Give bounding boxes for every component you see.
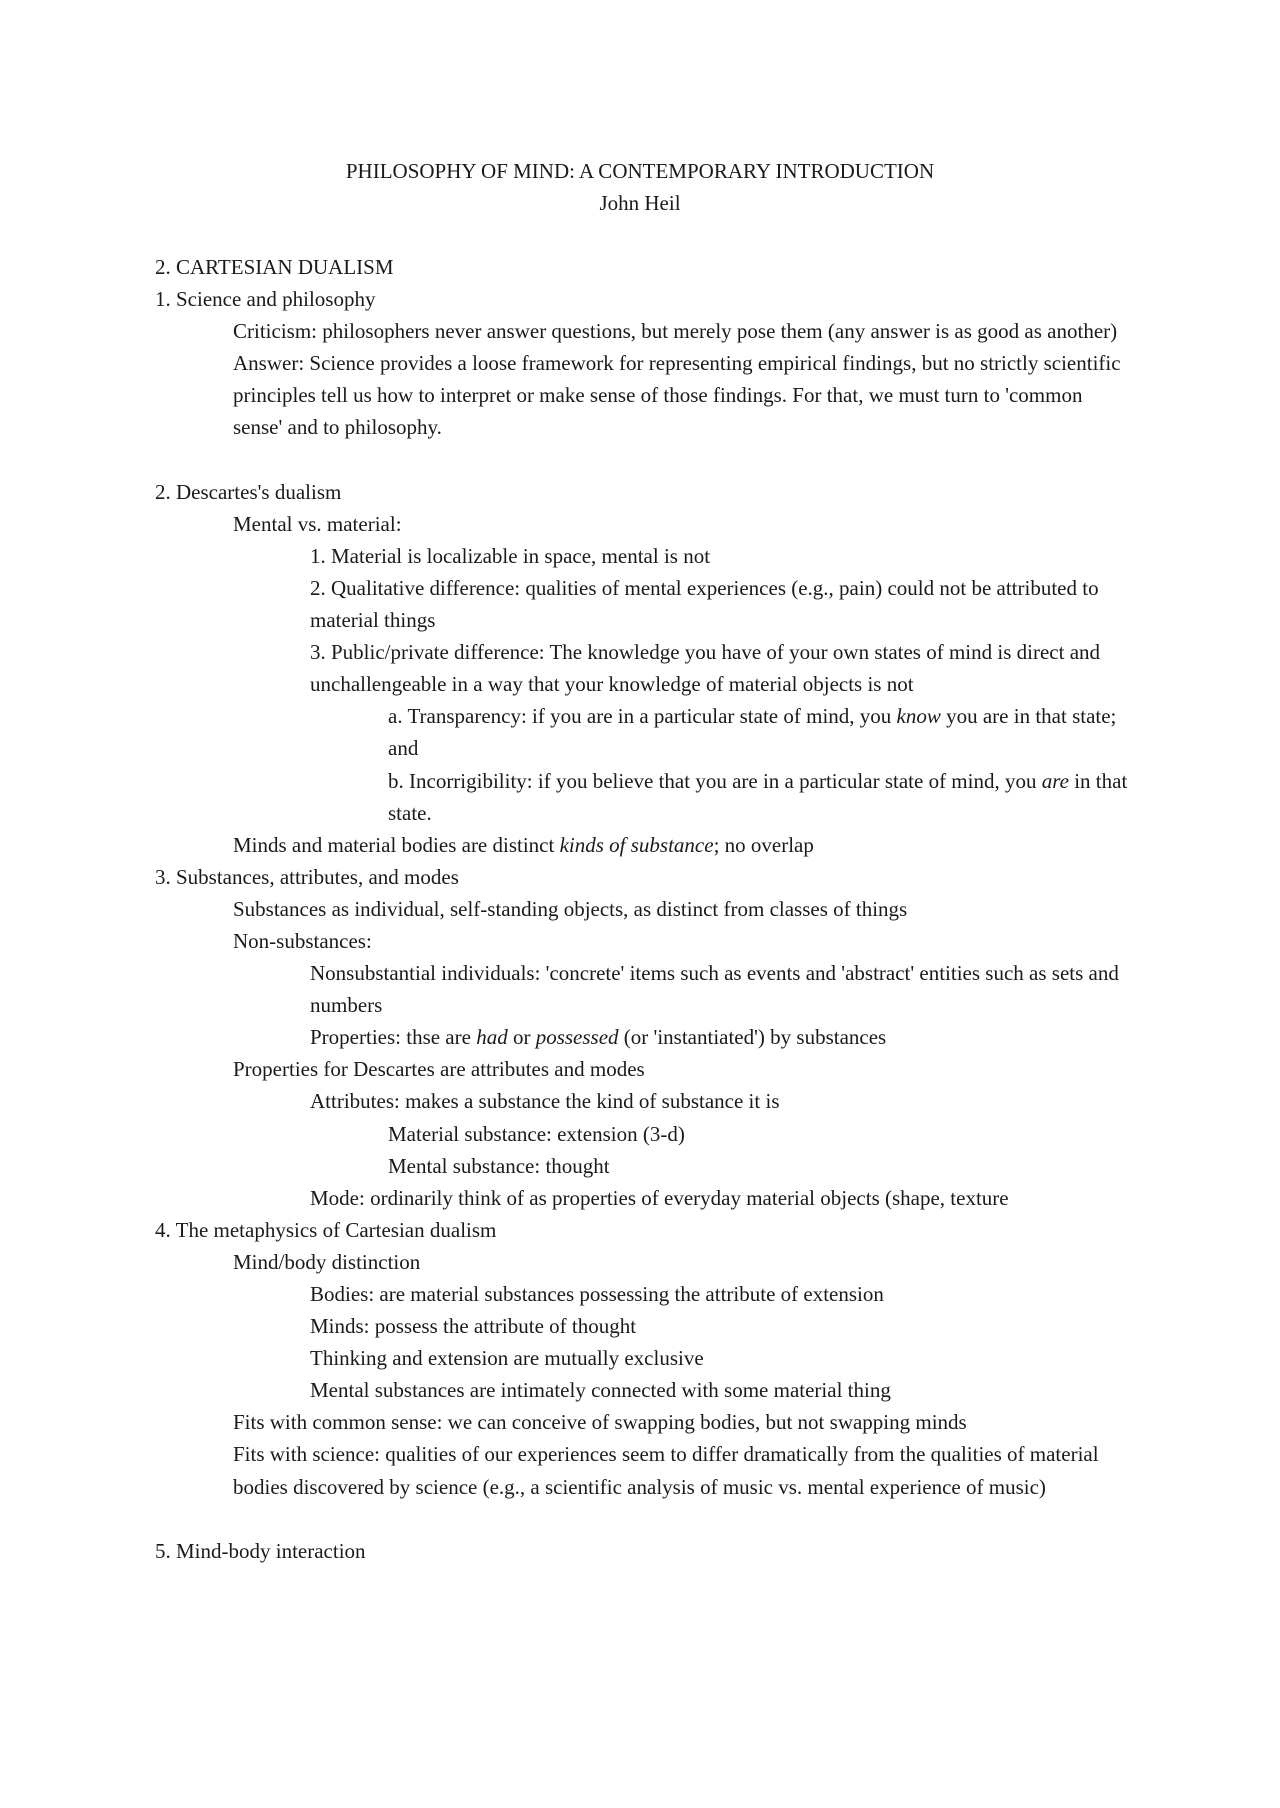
material-substance: Material substance: extension (3-d) — [388, 1121, 685, 1146]
section-heading-3: 3. Substances, attributes, and modes — [155, 864, 459, 889]
point-3a-text: a. Transparency: if you are in a particular state of mind, you — [388, 704, 897, 729]
properties-text — [155, 1021, 1135, 1053]
mental-vs-material: Mental vs. material: — [233, 511, 402, 536]
fits-common-sense: Fits with common sense: we can conceive of swapping bodies, but not swapping minds — [233, 1410, 967, 1435]
point-2: 2. Qualitative difference: qualities of mental experiences (e.g., pain) could not be attributed to material things — [310, 575, 1099, 633]
minds-rest: ; no overlap — [713, 832, 814, 857]
point-3b-rest: in that state. — [388, 768, 1128, 825]
minds-text: Minds and material bodies are distinct — [233, 832, 560, 857]
minds-bodies-distinct — [155, 829, 1135, 861]
point-3a — [155, 700, 1135, 764]
section-heading-4: 4. The metaphysics of Cartesian dualism — [155, 1217, 497, 1242]
properties-emphasis-possessed: possessed — [535, 1025, 619, 1050]
point-3b-text: b. Incorrigibility: if you believe that you are in a particular state of mind, you — [388, 768, 1042, 793]
chapter-heading: 2. CARTESIAN DUALISM — [155, 255, 394, 279]
mode-text: Mode: ordinarily think of as properties of everyday material objects (shape, texture — [310, 1185, 1009, 1210]
outline-body — [155, 251, 1135, 1567]
section-heading-1: 1. Science and philosophy — [155, 287, 376, 312]
spacer — [155, 1503, 1135, 1535]
point-3b-emphasis: are — [1041, 768, 1069, 793]
properties-pre: Properties: thse are — [310, 1025, 477, 1050]
title-block — [0, 155, 1280, 219]
properties-descartes: Properties for Descartes are attributes and modes — [233, 1057, 645, 1082]
properties-post: (or 'instantiated') by substances — [618, 1025, 887, 1050]
section-heading-2: 2. Descartes's dualism — [155, 479, 342, 504]
minds-emphasis: kinds of substance — [559, 832, 714, 857]
thinking-extension: Thinking and extension are mutually exclusive — [310, 1346, 704, 1371]
minds-text-attr: Minds: possess the attribute of thought — [310, 1314, 637, 1339]
mental-substance: Mental substance: thought — [388, 1153, 610, 1178]
mental-connection: Mental substances are intimately connected with some material thing — [310, 1378, 891, 1403]
document-title: PHILOSOPHY OF MIND: A CONTEMPORARY INTRODUCTION — [345, 159, 935, 183]
point-3: 3. Public/private difference: The knowledge you have of your own states of mind is direct and unchallengeable in a way that your knowledge of material objects is not — [310, 640, 1101, 697]
attributes-text: Attributes: makes a substance the kind of substance it is — [310, 1089, 780, 1114]
point-3b — [155, 765, 1135, 829]
document-author: John Heil — [599, 191, 681, 215]
spacer — [155, 444, 1135, 476]
criticism-text: Criticism: philosophers never answer questions, but merely pose them (any answer is as good as another) — [233, 319, 1118, 344]
non-substances-label: Non-substances: — [233, 928, 372, 953]
fits-science: Fits with science: qualities of our experiences seem to differ dramatically from the qualities of material bodies discovered by science (e.g., a scientific analysis of music vs. mental experience of music) — [233, 1442, 1099, 1499]
substances-text: Substances as individual, self-standing objects, as distinct from classes of things — [233, 896, 908, 921]
answer-text: Answer: Science provides a loose framework for representing empirical findings, but no strictly scientific principles tell us how to interpret or make sense of those findings. For that, we must turn to 'common sense' and to philosophy. — [233, 351, 1121, 440]
point-1: 1. Material is localizable in space, mental is not — [310, 543, 711, 568]
mind-body-distinction: Mind/body distinction — [233, 1249, 421, 1274]
nonsubstantial-individuals: Nonsubstantial individuals: 'concrete' items such as events and 'abstract' entities such as sets and numbers — [310, 961, 1119, 1018]
properties-mid: or — [507, 1025, 536, 1050]
point-3a-rest: you are in that state; and — [388, 704, 1117, 761]
properties-emphasis-had: had — [476, 1025, 508, 1050]
point-3a-emphasis: know — [896, 704, 941, 729]
bodies-text: Bodies: are material substances possessing the attribute of extension — [310, 1282, 884, 1306]
section-heading-5: 5. Mind-body interaction — [155, 1538, 366, 1563]
